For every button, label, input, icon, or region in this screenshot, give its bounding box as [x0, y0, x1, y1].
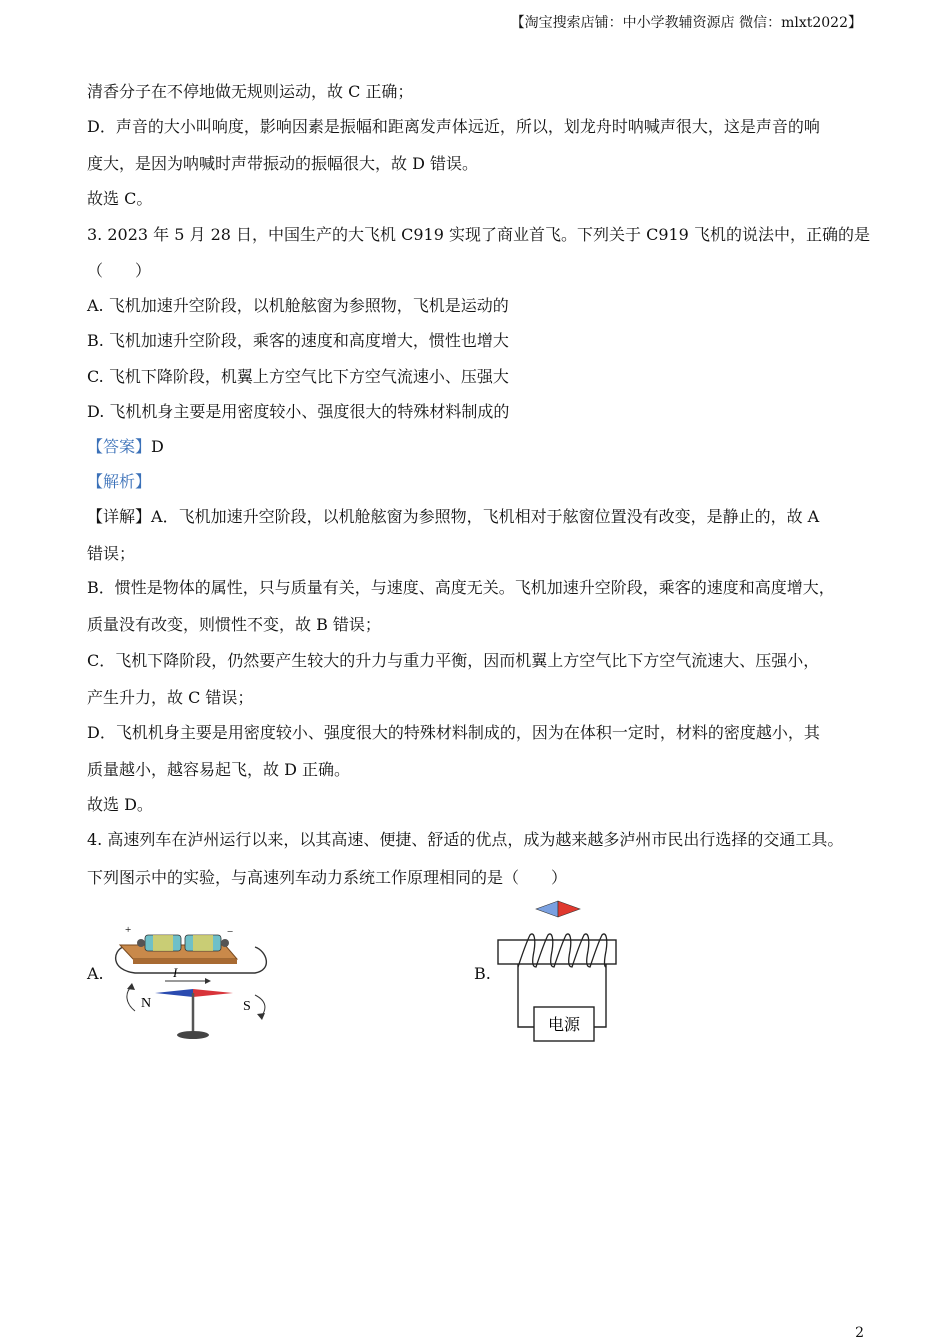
- detail-line: [87, 507, 819, 527]
- north-label: N: [141, 996, 152, 1011]
- text-line: 质量没有改变，则惯性不变，故 B 错误；: [87, 615, 381, 634]
- rotation-arrow-icon: [257, 1013, 265, 1020]
- text-line: 故选 C。: [87, 189, 153, 208]
- text-line: D．声音的大小叫响度，影响因素是振幅和距离发声体远近，所以，划龙舟时呐喊声很大，这是声音的响: [87, 117, 820, 136]
- answer-tag: 【答案】: [87, 437, 152, 456]
- page-header: 【淘宝搜索店铺：中小学教辅资源店 微信：mlxt2022】: [510, 15, 862, 31]
- text-line: 清香分子在不停地做无规则运动，故 C 正确；: [87, 82, 414, 101]
- figure-a-label: A.: [87, 964, 104, 983]
- detail-tag: 【详解】: [87, 507, 152, 526]
- question-3-bracket: （ ）: [87, 261, 152, 280]
- text-line: D．飞机机身主要是用密度较小、强度很大的特殊材料制成的，因为在体积一定时，材料的密度越小，其: [87, 723, 820, 742]
- plus-sign: +: [125, 924, 132, 936]
- question-4-stem: 4. 高速列车在泸州运行以来，以其高速、便捷、舒适的优点，成为越来越多泸州市民出行选择的交通工具。: [87, 830, 844, 849]
- detail-text: A．飞机加速升空阶段，以机舱舷窗为参照物，飞机相对于舷窗位置没有改变，是静止的，故 A: [151, 507, 820, 526]
- text-line: 产生升力，故 C 错误；: [87, 688, 254, 707]
- wire: [518, 964, 534, 1027]
- power-source-label: 电源: [547, 1015, 581, 1034]
- small-needle-north: [536, 901, 558, 917]
- text-line: 故选 D。: [87, 795, 153, 814]
- figure-a-oersted-experiment: [105, 915, 275, 1045]
- page-number: 2: [855, 1325, 864, 1341]
- rotation-arrow-icon: [127, 983, 135, 990]
- text-line: C．飞机下降阶段，仍然要产生较大的升力与重力平衡，因而机翼上方空气比下方空气流速大、压强小，: [87, 651, 820, 670]
- question-3-stem: 3. 2023 年 5 月 28 日，中国生产的大飞机 C919 实现了商业首飞。下列关于 C919 飞机的说法中，正确的是: [87, 225, 870, 244]
- text-line: 质量越小，越容易起飞，故 D 正确。: [87, 760, 351, 779]
- figure-b-electromagnet: [490, 895, 630, 1045]
- option-a: A. 飞机加速升空阶段，以机舱舷窗为参照物，飞机是运动的: [87, 296, 509, 315]
- option-d: D. 飞机机身主要是用密度较小、强度很大的特殊材料制成的: [87, 402, 510, 421]
- wire: [594, 964, 606, 1027]
- minus-sign: −: [227, 926, 234, 938]
- option-c: C. 飞机下降阶段，机翼上方空气比下方空气流速小、压强大: [87, 367, 509, 386]
- current-arrow-icon: [205, 978, 211, 984]
- answer-line: [87, 437, 164, 457]
- analysis-tag: 【解析】: [87, 472, 152, 491]
- text-line: 度大，是因为呐喊时声带振动的振幅很大，故 D 错误。: [87, 154, 479, 173]
- current-label: I: [173, 965, 178, 980]
- text-line: 错误；: [87, 544, 136, 563]
- question-4-stem-cont: 下列图示中的实验，与高速列车动力系统工作原理相同的是（ ）: [87, 868, 568, 887]
- text-line: B．惯性是物体的属性，只与质量有关，与速度、高度无关。飞机加速升空阶段，乘客的速度和高度增大，: [87, 578, 835, 597]
- figure-b-label: B.: [474, 964, 491, 983]
- compass-needle-south: [193, 989, 233, 997]
- compass-needle-north: [155, 989, 193, 997]
- small-needle-south: [558, 901, 580, 917]
- option-b: B. 飞机加速升空阶段，乘客的速度和高度增大，惯性也增大: [87, 331, 509, 350]
- south-label: S: [243, 999, 251, 1014]
- answer-value: D: [151, 437, 164, 456]
- needle-stand: [177, 1031, 209, 1039]
